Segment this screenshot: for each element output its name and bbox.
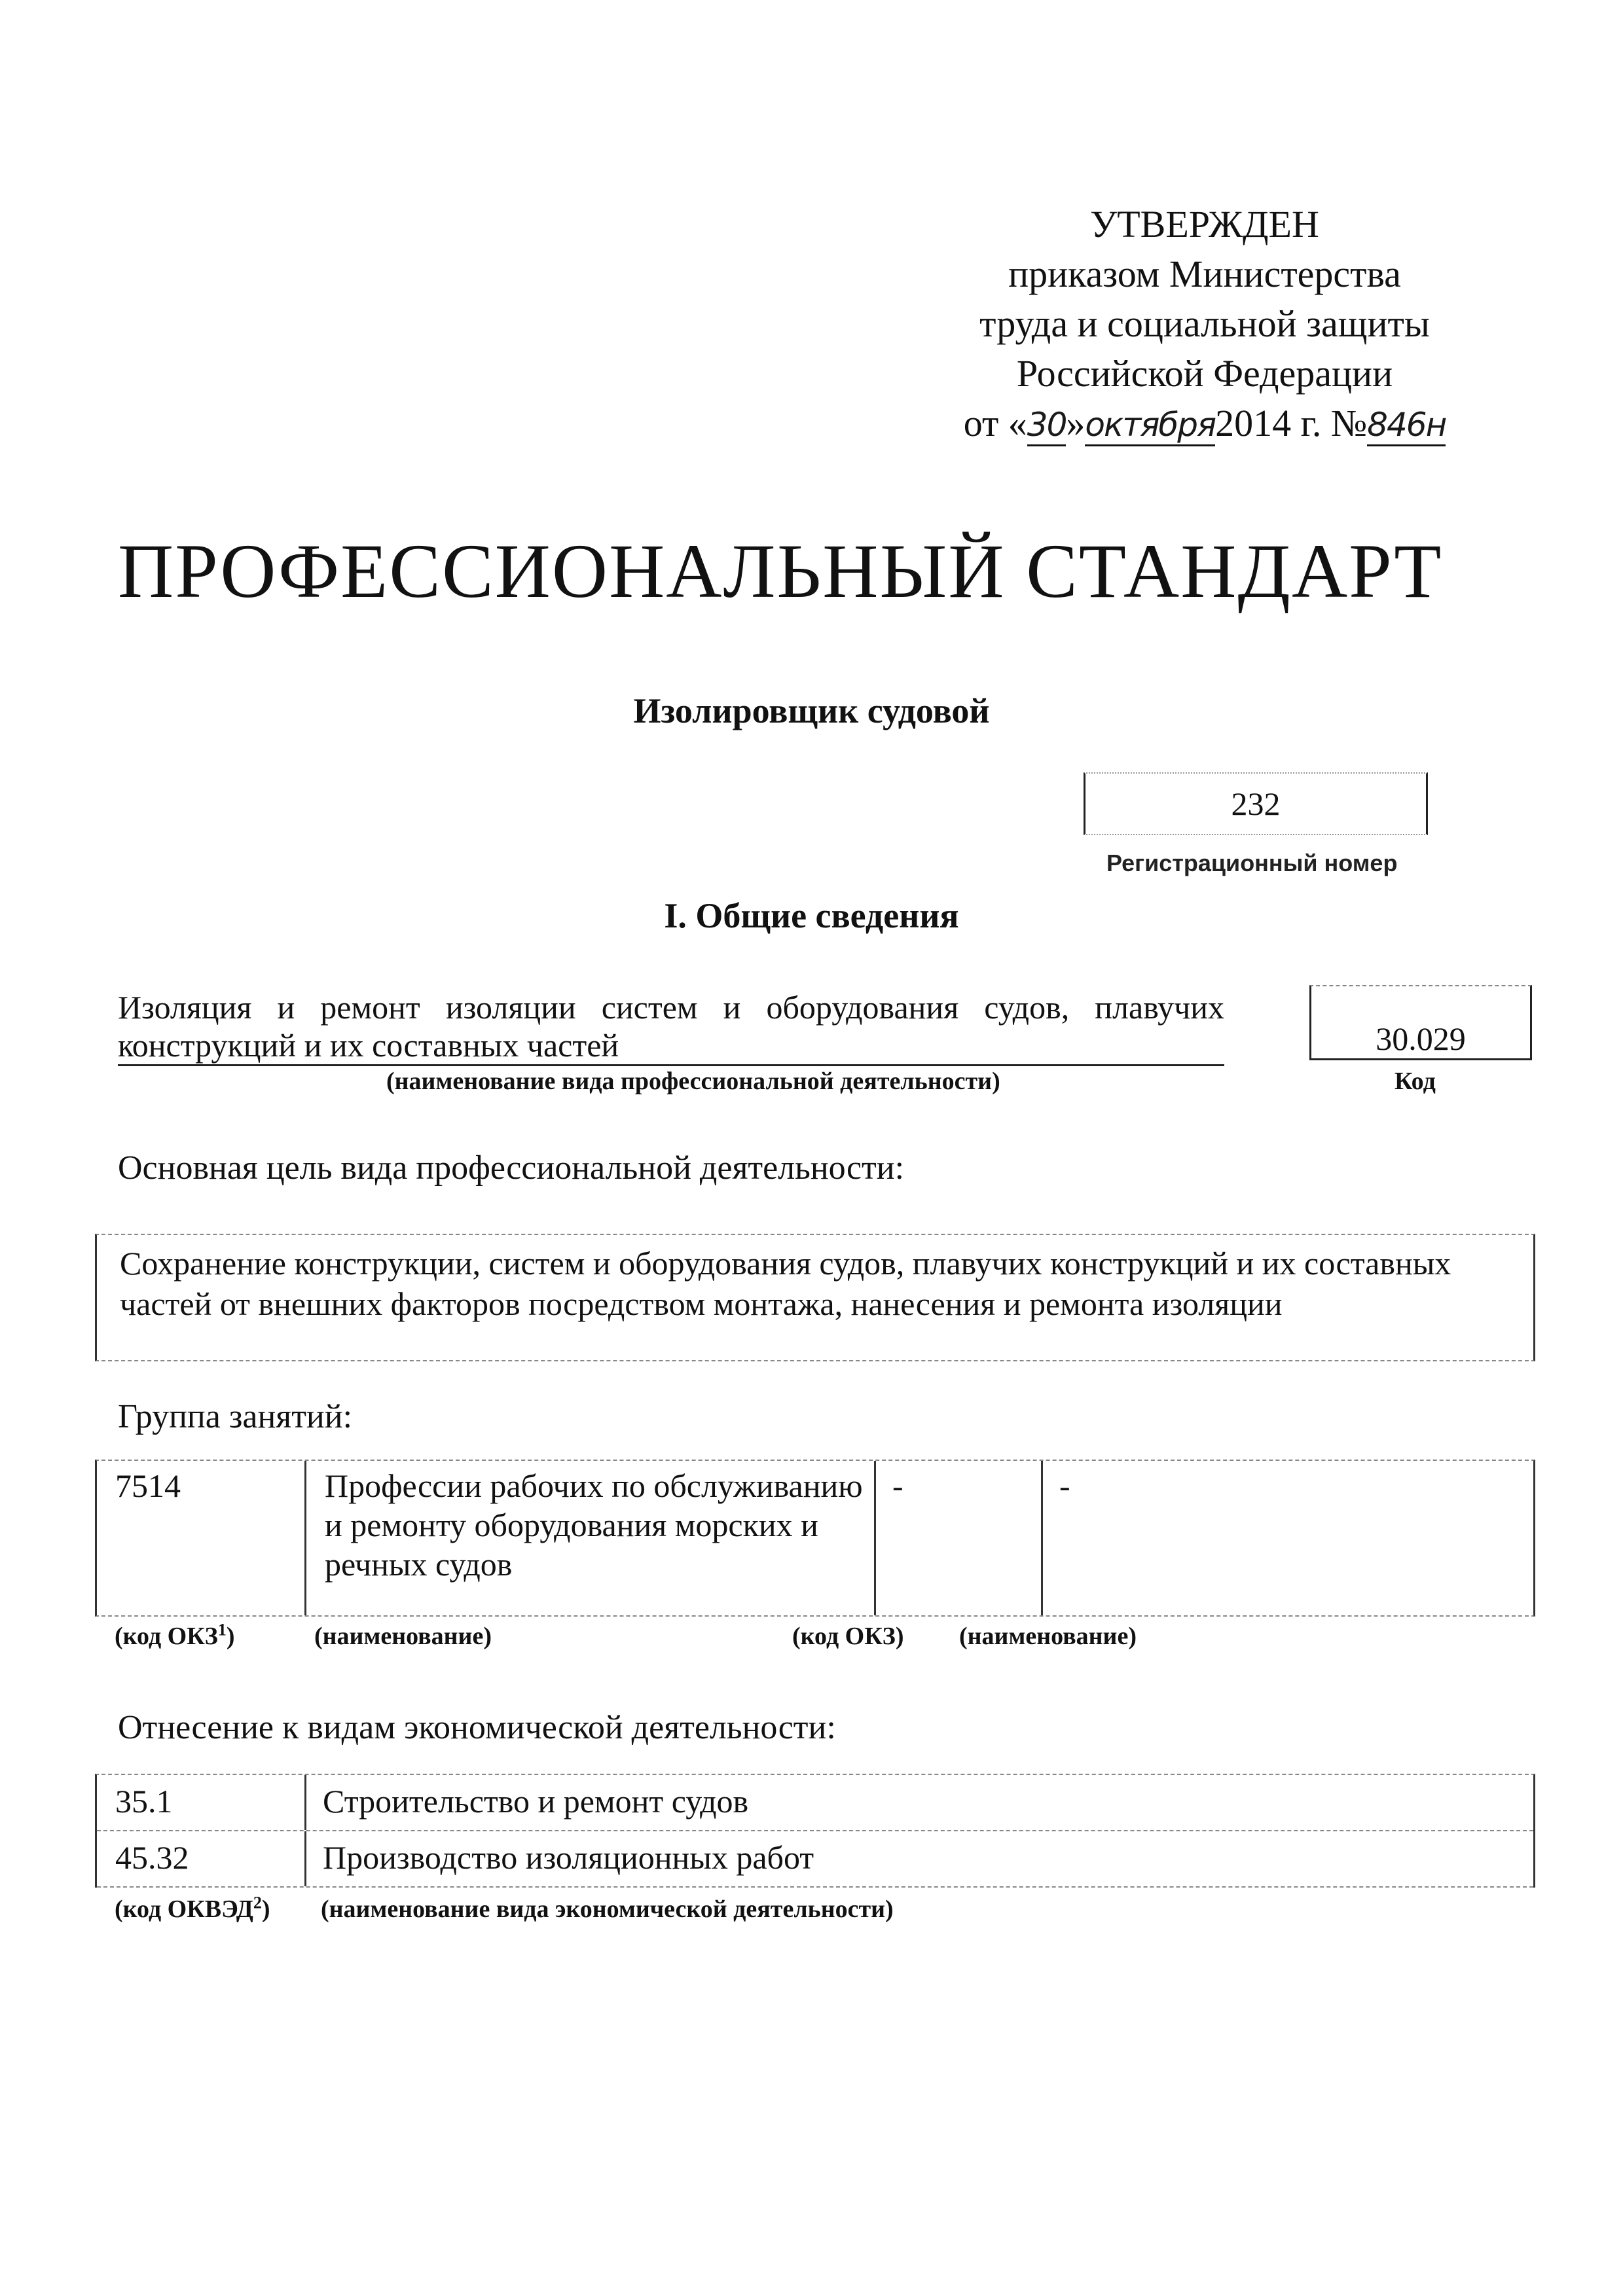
approval-date-line <box>890 399 1519 448</box>
registration-number-box: 232 <box>1084 772 1428 835</box>
occupation-name-cell: Профессии рабочих по обслуживанию и ремонту оборудования морских и речных судов <box>306 1461 876 1615</box>
okved-name: Строительство и ремонт судов <box>323 1783 749 1820</box>
occupation-group-label: Группа занятий: <box>118 1398 353 1435</box>
approval-heading: УТВЕРЖДЕН <box>1090 203 1319 245</box>
approval-month: октября <box>1085 405 1215 446</box>
column-divider <box>304 1775 306 1830</box>
document-title: ПРОФЕССИОНАЛЬНЫЙ СТАНДАРТ <box>118 528 1443 614</box>
approval-day-close: » <box>1066 402 1085 444</box>
okved-name: Производство изоляционных работ <box>323 1839 814 1876</box>
approval-number: 846н <box>1367 405 1446 446</box>
section-title: I. Общие сведения <box>664 896 959 935</box>
occupation-code-cell-2: - <box>876 1461 1043 1615</box>
okved-code: 45.32 <box>115 1839 189 1876</box>
activity-name-caption: (наименование вида профессиональной деятельности) <box>386 1067 1000 1095</box>
column-divider <box>304 1831 306 1886</box>
okved-code-caption: (код ОКВЭД$^2$) <box>115 1893 270 1923</box>
footnote-ref-2: 2 <box>253 1893 262 1912</box>
economic-activity-label: Отнесение к видам экономической деятельности: <box>118 1709 836 1746</box>
approval-day: 30 <box>1027 405 1067 446</box>
goal-text-box <box>95 1234 1535 1361</box>
approval-line-country: Российской Федерации <box>1016 352 1393 395</box>
occupation-code-caption: (код ОКЗ$^1$) <box>115 1620 235 1650</box>
occupation-name-cell-2: - <box>1059 1467 1070 1504</box>
occupation-group-table <box>95 1460 1535 1617</box>
okved-code: 35.1 <box>115 1783 173 1820</box>
table-row <box>97 1831 1533 1888</box>
goal-label: Основная цель вида профессиональной деятельности: <box>118 1149 905 1187</box>
activity-name: Изоляция и ремонт изоляции систем и оборудования судов, плавучих конструкций и их составных частей <box>118 988 1224 1066</box>
approval-block <box>890 200 1519 448</box>
economic-activity-table <box>95 1774 1535 1888</box>
approval-line-order: приказом Министерства <box>1008 253 1401 295</box>
approval-date-prefix: от « <box>963 402 1027 444</box>
okved-name-caption: (наименование вида экономической деятельности) <box>321 1895 894 1923</box>
occupation-code-caption-2: (код ОКЗ) <box>792 1623 904 1650</box>
document-subtitle: Изолировщик судовой <box>633 691 990 730</box>
occupation-name-caption-2: (наименование) <box>959 1623 1137 1650</box>
table-row <box>97 1775 1533 1831</box>
approval-line-ministry: труда и социальной защиты <box>979 302 1430 345</box>
occupation-code-cell: 7514 <box>97 1461 306 1615</box>
occupation-name-caption: (наименование) <box>314 1623 492 1650</box>
goal-text: Сохранение конструкции, систем и оборудования судов, плавучих конструкций и их составных частей от внешних факторов посредством монтажа, нанесения и ремонта изоляции <box>120 1245 1451 1322</box>
registration-number-caption: Регистрационный номер <box>1106 850 1398 876</box>
activity-code-caption: Код <box>1395 1067 1436 1095</box>
activity-code-box: 30.029 <box>1309 985 1532 1060</box>
approval-year: 2014 г. № <box>1215 402 1368 444</box>
footnote-ref-1: 1 <box>217 1620 227 1640</box>
